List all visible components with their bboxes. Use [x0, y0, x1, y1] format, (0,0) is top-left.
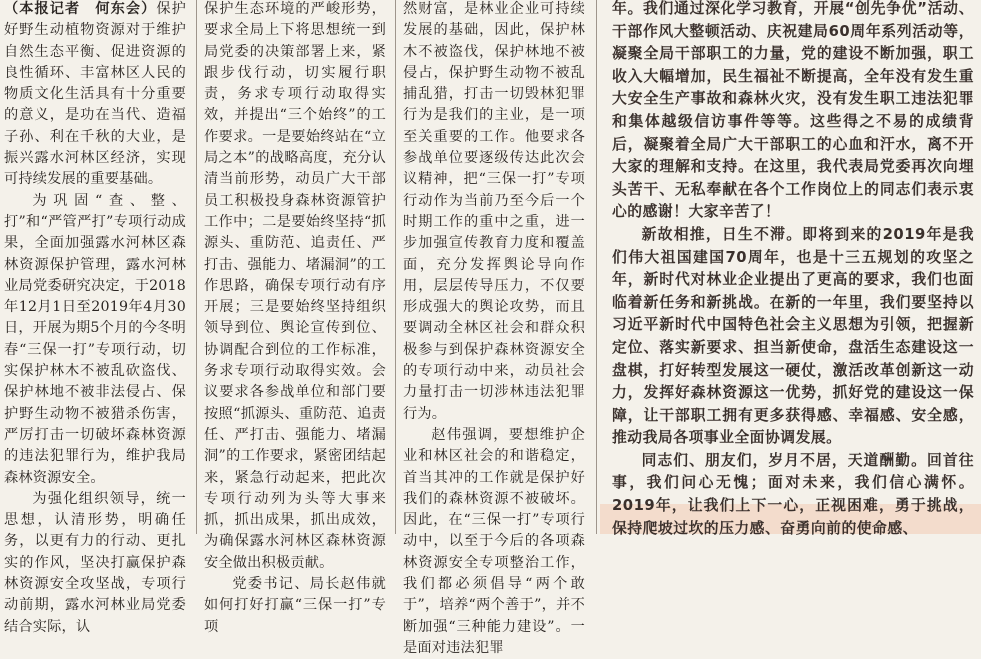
column-divider [395, 0, 396, 534]
paragraph: 同志们、朋友们，岁月不居，天道酬勤。回首往事，我们问心无愧；面对未来，我们信心满怀。2019年，让我们上下一心，正视困难，勇于挑战，保持爬坡过坎的压力感、奋勇向前的使命感、 [612, 451, 974, 537]
article-column-1 [4, 0, 186, 635]
paragraph: 新故相推，日生不滞。即将到来的2019年是我们伟大祖国建国70周年，也是十三五规划的攻坚之年，新时代对林业企业提出了更高的要求，我们也面临着新任务和新挑战。在新的一年里，我们要坚持以习近平新时代中国特色社会主义思想为引领，把握新定位、落实新要求、担当新使命，盘活生态建设这一盘棋，打好转型发展这一硬仗，激活改革创新这一动力，发挥好森林资源这一优势，抓好党的建设这一保障，让干部职工拥有更多获得感、幸福感、安全感，推动我局各项事业全面协调发展。 [612, 225, 974, 447]
byline: （本报记者 何东会） [4, 1, 157, 17]
paragraph: 为巩固“查、整、打”和“严管严打”专项行动成果，全面加强露水河林区森林资源保护管理，露水河林业局党委研究决定，于2018年12月1日至2019年4月30日，开展为期5个月的今冬明春“三保一打”专项行动，切实保护林木不被乱砍盗伐、保护林地不被非法侵占、保护野生动物不被猎杀伤害，严厉打击一切破坏森林资源的违法犯罪行为，维护我局森林资源安全。 [4, 192, 186, 486]
speech-column [612, 0, 974, 537]
paragraph: 保护生态环境的严峻形势，要求全局上下将思想统一到局党委的决策部署上来，紧跟步伐行动，切实履行职责，务求专项行动取得实效，并提出“三个始终”的工作要求。一是要始终站在“立局之本”的战略高度，充分认清当前形势，动员广大干部员工积极投身森林资源管护工作中；二是要始终坚持“抓源头、重防范、追责任、严打击、强能力、堵漏洞”的工作思路，确保专项行动有序开展；三是要始终坚持组织领导到位、舆论宣传到位、协调配合到位的工作标准，务求专项行动取得实效。会议要求各参战单位和部门要按照“抓源头、重防范、追责任、严打击、强能力、堵漏洞”的工作要求，紧密团结起来，紧急行动起来，把此次专项行动列为头等大事来抓，抓出成果，抓出成效，为确保露水河林区森林资源安全做出积极贡献。 [204, 1, 386, 571]
paragraph: 为强化组织领导，统一思想，认清形势，明确任务，以更有力的行动、更扎实的作风，坚决打赢保护森林资源安全攻坚战，专项行动前期，露水河林业局党委结合实际，认 [4, 490, 186, 635]
paragraph: 党委书记、局长赵伟就如何打好打赢“三保一打”专项 [204, 576, 386, 635]
paragraph-lead [4, 0, 186, 191]
article-column-3 [403, 0, 585, 656]
lead-text: 保护好野生动植物资源对于维护自然生态平衡、促进资源的良性循环、丰富林区人民的物质文化生活具有十分重要的意义，是功在当代、造福子孙、利在千秋的大业，是振兴露水河林区经济，实现可持续发展的重要基础。 [4, 1, 186, 188]
column-divider [596, 0, 597, 534]
paragraph: 年。我们通过深化学习教育，开展“创先争优”活动、干部作风大整顿活动、庆祝建局60周年系列活动等，凝聚全局干部职工的力量，党的建设不断加强，职工收入大幅增加，民生福祉不断提高，全年没有发生重大安全生产事故和森林火灾，没有发生职工违法犯罪和集体越级信访事件等等。这些得之不易的成绩背后，凝聚着全局广大干部职工的心血和汗水，离不开大家的理解和支持。在这里，我代表局党委再次向埋头苦干、无私奉献在各个工作岗位上的同志们表示衷心的感谢！大家辛苦了！ [612, 0, 974, 221]
article-column-2 [204, 0, 386, 635]
paragraph: 然财富，是林业企业可持续发展的基础，因此，保护林木不被盗伐，保护林地不被侵占，保护野生动物不被乱捕乱猎，打击一切毁林犯罪行为是我们的主业，是一项至关重要的工作。他要求各参战单位要逐级传达此次会议精神，把“三保一打”专项行动作为当前乃至今后一个时期工作的重中之重，进一步加强宣传教育力度和覆盖面，充分发挥舆论导向作用，层层传导压力，不仅要形成强大的舆论攻势，而且要调动全林区社会和群众积极参与到保护森林资源安全的专项行动中来，动员社会力量打击一切涉林违法犯罪行为。 [403, 1, 585, 422]
paragraph: 赵伟强调，要想维护企业和林区社会的和谐稳定，首当其冲的工作就是保护好我们的森林资源不被破坏。因此，在“三保一打”专项行动中，以至于今后的各项森林资源安全专项整治工作，我们都必须倡导“两个敢于”，培养“两个善于”，并不断加强“三种能力建设”。一是面对违法犯罪 [403, 426, 585, 656]
column-divider [196, 0, 197, 534]
